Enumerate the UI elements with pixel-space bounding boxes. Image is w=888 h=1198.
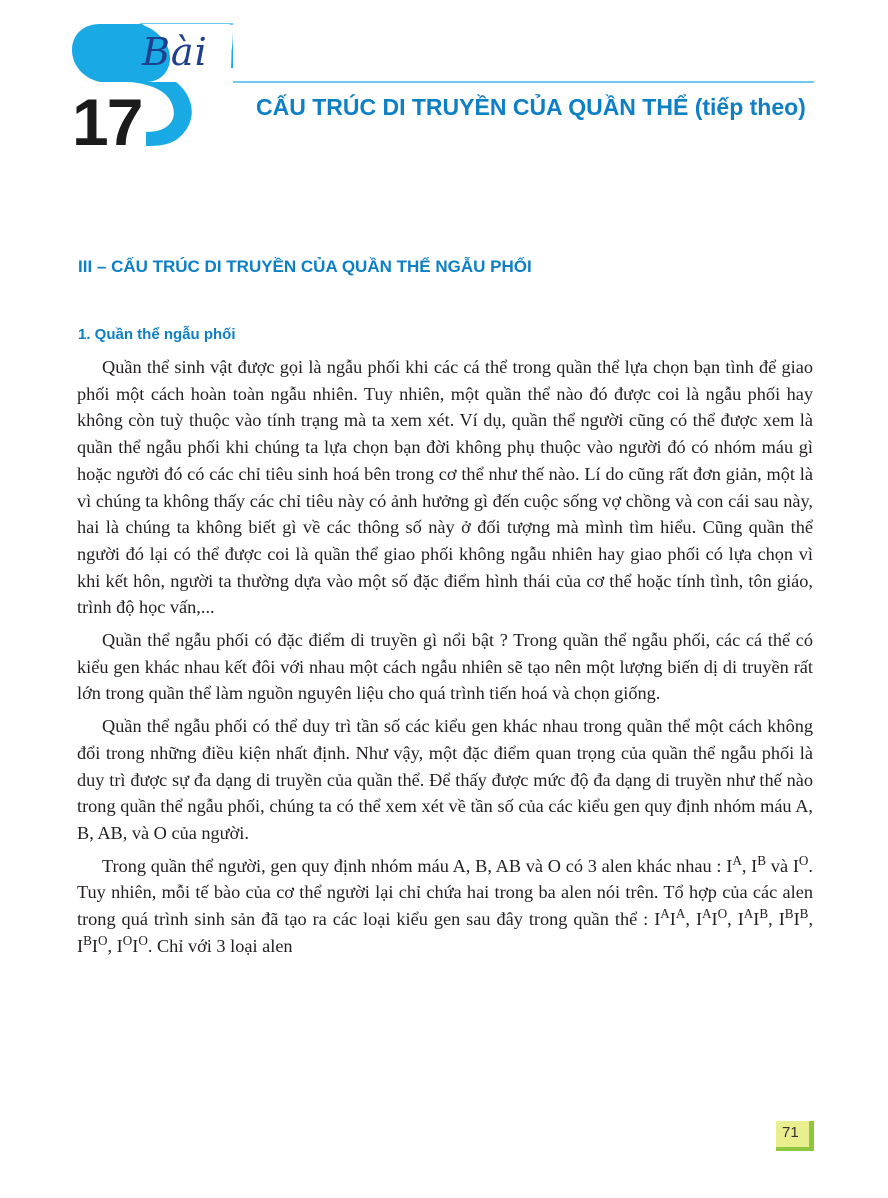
subsection-heading: 1. Quần thể ngẫu phối bbox=[78, 326, 236, 343]
page-number-box bbox=[776, 1121, 812, 1147]
paragraph: Quần thể sinh vật được gọi là ngẫu phối khi các cá thể trong quần thể lựa chọn bạn tình để giao phối một cách hoàn toàn ngẫu nhiên. Tuy nhiên, một quần thể nào đó được coi là ngẫu phối hay không còn tuỳ thuộc vào tính trạng mà ta xem xét. Ví dụ, quần thể người cũng có thể được xem là quần thể ngẫu phối khi chúng ta lựa chọn bạn đời không phụ thuộc vào người đó có nhóm máu gì hoặc người đó có các chỉ tiêu sinh hoá bên trong cơ thể như thế nào. Lí do cũng rất đơn giản, một là vì chúng ta không thấy các chỉ tiêu này có ảnh hưởng gì đến cuộc sống vợ chồng và con cái sau này, hai là chúng ta không biết gì về các thông số này ở đối tượng mà mình tìm hiểu. Cũng quần thể người đó lại có thể được coi là quần thể giao phối không ngẫu nhiên hay giao phối có lựa chọn vì khi kết hôn, người ta thường dựa vào một số đặc điểm hình thái của cơ thể hoặc tính tình, tôn giáo, trình độ học vấn,... bbox=[77, 357, 813, 618]
section-heading: III – CẤU TRÚC DI TRUYỀN CỦA QUẦN THỂ NGẪU PHỐI bbox=[78, 257, 532, 276]
paragraph: Quần thể ngẫu phối có thể duy trì tần số các kiểu gen khác nhau trong quần thể một cách không đổi trong những điều kiện nhất định. Như vậy, một đặc điểm quan trọng của quần thể ngẫu phối là duy trì được sự đa dạng di truyền của quần thể. Để thấy được mức độ đa dạng di truyền như thế nào trong quần thể ngẫu phối, chúng ta có thể xem xét về tần số của các kiểu gen quy định nhóm máu A, B, AB, và O của người. bbox=[77, 716, 813, 843]
lesson-number: 17 bbox=[72, 85, 142, 159]
lesson-label: Bài bbox=[142, 30, 208, 74]
paragraph-alleles: Trong quần thể người, gen quy định nhóm máu A, B, AB và O có 3 alen khác nhau : $I^A$, $I^B$ và $I^O$. Tuy nhiên, mỗi tế bào của cơ thể người lại chỉ chứa hai trong ba alen nói trên. Tổ hợp của các alen trong quá trình sinh sản đã tạo ra các loại kiểu gen sau đây trong quần thể : $I^AI^A$, $I^AI^O$, $I^AI^B$, $I^BI^B$, $I^BI^O$, $I^OI^O$. Chỉ với 3 loại alen bbox=[77, 852, 814, 956]
page-number-corner bbox=[774, 1119, 778, 1123]
lesson-title: CẤU TRÚC DI TRUYỀN CỦA QUẦN THỂ (tiếp theo) bbox=[256, 94, 806, 120]
page-number: 71 bbox=[782, 1124, 799, 1141]
page-number-bar-bottom bbox=[776, 1147, 814, 1151]
body-text bbox=[77, 354, 813, 959]
paragraph: Quần thể ngẫu phối có đặc điểm di truyền gì nổi bật ? Trong quần thể ngẫu phối, các cá thể có kiểu gen khác nhau kết đôi với nhau một cách ngẫu nhiên sẽ tạo nên một lượng biến dị di truyền rất lớn trong quần thể làm nguồn nguyên liệu cho quá trình tiến hoá và chọn giống. bbox=[77, 630, 813, 704]
lesson-header bbox=[0, 0, 888, 180]
